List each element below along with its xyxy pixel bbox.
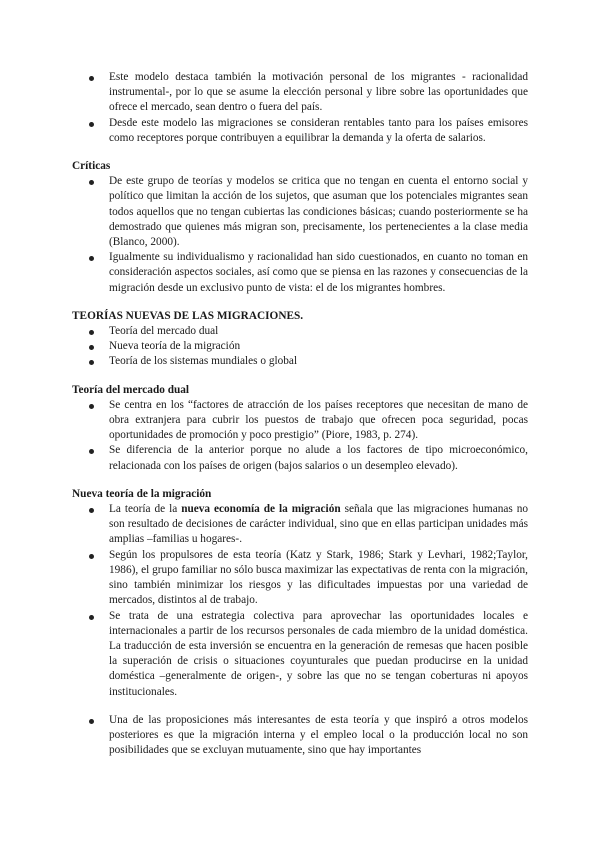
list-item: Igualmente su individualismo y racionalidad han sido cuestionados, en cuanto no toman en consideración aspectos sociales, así como que se piensa en las razones y consecuencias de la migración desde un exclusivo punto de vista: el de los migrantes hombres.	[72, 250, 528, 296]
list-item: Teoría de los sistemas mundiales o global	[72, 354, 528, 369]
list-item: Este modelo destaca también la motivación personal de los migrantes - racionalidad instrumental-, por lo que se asume la elección personal y libre sobre las oportunidades que ofrece el mercado, sean dentro o fuera del país.	[72, 70, 528, 116]
bullet-icon	[89, 256, 94, 261]
bullet-icon	[89, 404, 94, 409]
intro-list	[72, 70, 528, 146]
list-item: Desde este modelo las migraciones se consideran rentables tanto para los países emisores como receptores porque contribuyen a equilibrar la demanda y la oferta de salarios.	[72, 116, 528, 146]
page-content	[72, 70, 528, 758]
list-item: La teoría de la nueva economía de la migración señala que las migraciones humanas no son resultado de decisiones de carácter individual, sino que en ellas participan unidades más amplias –familias u hogares-.	[72, 502, 528, 548]
section-heading-nueva-teoria: Nueva teoría de la migración	[72, 487, 212, 500]
mercado-dual-list	[72, 398, 528, 474]
bullet-icon	[89, 360, 94, 365]
criticas-list	[72, 174, 528, 296]
teorias-nuevas-list	[72, 324, 528, 370]
bullet-icon	[89, 615, 94, 620]
bullet-icon	[89, 330, 94, 335]
nueva-teoria-list	[72, 502, 528, 700]
list-item: Nueva teoría de la migración	[72, 339, 528, 354]
bullet-icon	[89, 449, 94, 454]
list-item: De este grupo de teorías y modelos se critica que no tengan en cuenta el entorno social y político que limitan la acción de los sujetos, que asuman que los potenciales migrantes sean todos aquellos que no tengan cubiertas las condiciones básicas; cuando posteriormente se ha demostrado que quienes más migran son, precisamente, los pertenecientes a la clase media (Blanco, 2000).	[72, 174, 528, 250]
section-heading-teorias-nuevas: TEORÍAS NUEVAS DE LAS MIGRACIONES.	[72, 309, 304, 322]
list-item: Se diferencia de la anterior porque no alude a los factores de tipo microeconómico, relacionada con los países de origen (bajos salarios o un desempleo elevado).	[72, 443, 528, 473]
bullet-icon	[89, 508, 94, 513]
bullet-icon	[89, 180, 94, 185]
bullet-icon	[89, 554, 94, 559]
bullet-icon	[89, 122, 94, 127]
list-item: Una de las proposiciones más interesantes de esta teoría y que inspiró a otros modelos posteriores es que la migración interna y el empleo local o la producción local no son posibilidades que se excluyan mutuamente, sino que hay importantes	[72, 713, 528, 759]
nueva-teoria-list-continued	[72, 713, 528, 759]
list-item: Se trata de una estrategia colectiva para aprovechar las oportunidades locales e internacionales a partir de los recursos personales de cada miembro de la unidad doméstica. La traducción de esta inversión se encuentra en la generación de remesas que hacen posible la superación de crisis o situaciones coyunturales que puedan producirse en la unidad doméstica –generalmente de origen-, y sobre las que no se tengan coberturas ni apoyos institucionales.	[72, 609, 528, 700]
list-item: Según los propulsores de esta teoría (Katz y Stark, 1986; Stark y Levhari, 1982;Taylor, 1986), el grupo familiar no sólo busca maximizar las expectativas de renta con la migración, sino también minimizar los riesgos y las dificultades impuestas por una variedad de mercados, distintos al de trabajo.	[72, 548, 528, 609]
list-item: Se centra en los “factores de atracción de los países receptores que necesitan de mano de obra extranjera para cubrir los puestos de trabajo que ofrecen poca seguridad, pocas oportunidades de promoción y poco prestigio” (Piore, 1983, p. 274).	[72, 398, 528, 444]
section-heading-criticas: Críticas	[72, 160, 111, 173]
bullet-icon	[89, 345, 94, 350]
section-heading-mercado-dual: Teoría del mercado dual	[72, 383, 190, 396]
bullet-icon	[89, 76, 94, 81]
bullet-icon	[89, 719, 94, 724]
list-item: Teoría del mercado dual	[72, 324, 528, 339]
